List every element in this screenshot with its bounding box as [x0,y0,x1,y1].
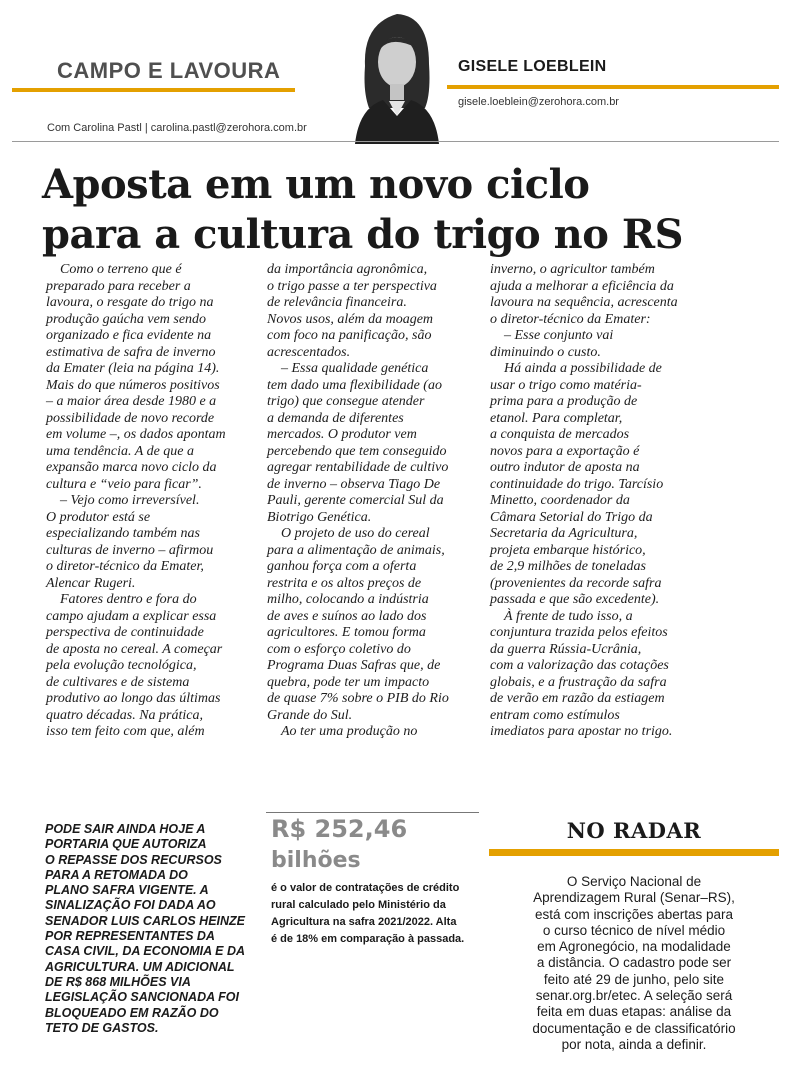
columnist-portrait [349,4,445,144]
article-line: Fatores dentro e fora do [60,592,197,607]
article-line: Minetto, coordenador da [490,493,630,508]
article-line: Biotrigo Genética. [267,509,372,525]
section-rule [12,88,295,92]
author-email-link[interactable]: gisele.loeblein@zerohora.com.br [458,96,619,108]
caps-note-line: PODE SAIR AINDA HOJE A [45,822,206,836]
article-line: Há ainda a possibilidade de [504,361,662,376]
article-line: cultura e “veio para ficar”. [46,476,202,492]
figure-caption-line: rural calculado pelo Ministério da [271,899,446,911]
figure-caption-line: é de 18% em comparação à passada. [271,933,465,945]
radar-line: feita em duas etapas: análise da [536,1004,732,1020]
article-line: o trigo passe a ter perspectiva [267,278,437,294]
radar-line: em Agronegócio, na modalidade [537,939,731,955]
caps-note-line: SENADOR LUIS CARLOS HEINZE [45,913,246,928]
article-line: diminuindo o custo. [490,344,601,360]
caps-note-line: DE R$ 868 MILHÕES VIA [45,974,191,989]
article-line: pela evolução tecnológica, [46,658,197,673]
figure-caption-line: é o valor de contratações de crédito [271,882,460,894]
caps-note-line: PLANO SAFRA VIGENTE. A [45,883,209,898]
article-column-1 [46,262,264,741]
article-line: O produtor está se [46,509,151,525]
caps-note-line: AGRICULTURA. UM ADICIONAL [45,959,235,974]
article-line: com a valorização das cotações [490,658,669,673]
collaborator-credit: Com Carolina Pastl | carolina.pastl@zerohora.com.br [47,122,307,134]
radar-line: está com inscrições abertas para [534,906,734,922]
figure-caption-line: Agricultura na safra 2021/2022. Alta [271,916,457,928]
article-line: Como o terreno que é [60,262,182,277]
radar-line: o curso técnico de nível médio [542,922,726,938]
article-line: tem dado uma flexibilidade (ao [267,377,442,393]
caps-note-line: TETO DE GASTOS. [45,1020,159,1035]
article-line: de verão em razão da estiagem [490,691,665,706]
article-line: acrescentados. [267,344,351,360]
article-line: especializando também nas [46,526,200,541]
figure-caption [271,880,483,948]
radar-line: documentação e de classificatório [532,1020,736,1036]
article-line: de aposta no cereal. A começar [46,641,223,657]
radar-line: feito até 29 de junho, pelo site [543,971,725,987]
article-line: lavoura, o resgate do trigo na [46,295,214,310]
article-line: com foco na panificação, são [267,328,432,343]
article-line: a conquista de mercados [490,427,630,442]
article-line: perspectiva de continuidade [46,625,204,640]
article-line: culturas de inverno – afirmou [46,542,214,558]
caps-note-line: CASA CIVIL, DA ECONOMIA E DA [45,944,246,959]
caps-note-line: PARA A RETOMADA DO [45,867,188,882]
article-line: trigo) que consegue atender [267,394,425,409]
author-name: GISELE LOEBLEIN [458,58,607,75]
article-line: imediatos para apostar no trigo. [490,724,673,739]
article-line: da importância agronômica, [267,262,428,277]
caps-note-line: SINALIZAÇÃO FOI DADA AO [45,898,216,913]
article-line: lavoura na sequência, acrescenta [490,295,678,310]
radar-line: por nota, ainda a definir. [561,1036,707,1052]
article-line: (provenientes da recorde safra [490,575,662,591]
article-line: Mais do que números positivos [46,377,220,393]
article-line: percebendo que tem conseguido [267,443,447,459]
article-line: uma tendência. A de que a [46,443,195,459]
article-line: para a alimentação de animais, [267,542,445,558]
article-line: ganhou força com a oferta [267,559,417,574]
article-column-2 [267,262,487,741]
article-line: da Emater (leia na página 14). [46,361,220,376]
article-line: em volume –, os dados apontam [46,427,226,442]
article-line: Pauli, gerente comercial Sul da [267,493,444,508]
figure-value: R$ 252,46 [271,815,408,843]
article-line: O projeto de uso do cereal [281,526,430,541]
article-line: projeta embarque histórico, [490,542,646,558]
article-column-3 [490,262,715,741]
article-line: de inverno – observa Tiago De [267,476,441,492]
article-line: Secretaria da Agricultura, [490,526,638,541]
caps-note-line: LEGISLAÇÃO SANCIONADA FOI [45,990,239,1005]
article-line: possibilidade de novo recorde [46,410,215,426]
article-line: com o esforço coletivo do [267,641,411,657]
article-line: campo ajudam a explicar essa [46,608,217,624]
article-line: preparado para receber a [46,278,191,294]
radar-title: NO RADAR [566,818,702,843]
article-line: agricultores. E tomou forma [267,625,426,640]
radar-line: a distância. O cadastro pode ser [536,955,732,971]
article-line: passada e que são excedente). [490,592,660,607]
article-line: usar o trigo como matéria- [490,377,642,393]
header-divider [12,141,779,142]
radar-rule [489,849,779,856]
article-line: – Essa qualidade genética [281,361,429,376]
radar-line: Aprendizagem Rural (Senar–RS), [533,890,735,906]
radar-line: O Serviço Nacional de [566,874,702,889]
caps-note [45,822,265,1036]
article-line: etanol. Para completar, [490,410,623,426]
article-line: de aves e suínos ao lado dos [267,608,427,624]
figure-unit: bilhões [271,848,361,873]
article-line: outro indutor de aposta na [490,460,640,475]
article-line: novos para a exportação é [490,443,640,459]
article-line: organizado e fica evidente na [46,328,212,343]
article-line: o diretor-técnico da Emater, [46,559,204,574]
section-title: CAMPO E LAVOURA [57,58,281,83]
caps-note-line: POR REPRESENTANTES DA [45,929,215,944]
article-line: entram como estímulos [490,707,620,723]
article-line: de quase 7% sobre o PIB do Rio [267,691,449,706]
article-line: de 2,9 milhões de toneladas [490,559,646,574]
article-line: de relevância financeira. [267,295,407,310]
article-line: inverno, o agricultor também [490,262,655,277]
article-line: ajuda a melhorar a eficiência da [490,278,674,294]
headline-line: Aposta em um novo ciclo [42,161,590,208]
article-line: de cultivares e de sistema [46,674,190,690]
article-line: produção gaúcha vem sendo [46,311,207,327]
article-line: produtivo ao longo das últimas [46,691,221,706]
headline-line: para a cultura do trigo no RS [42,211,683,258]
article-line: Alencar Rugeri. [46,575,136,591]
article-line: Câmara Setorial do Trigo da [490,509,653,525]
article-line: milho, colocando a indústria [267,592,429,607]
article-line: – Esse conjunto vai [504,328,614,343]
article-line: À frente de tudo isso, a [504,608,633,624]
article-line: a demanda de diferentes [267,410,404,426]
article-line: quebra, pode ter um impacto [267,674,430,690]
article-line: restrita e os altos preços de [267,575,422,591]
figure-rule [266,812,479,813]
caps-note-line: BLOQUEADO EM RAZÃO DO [45,1005,219,1020]
article-line: Programa Duas Safras que, de [267,658,441,673]
article-line: – a maior área desde 1980 e a [46,394,217,409]
article-line: quatro décadas. Na prática, [46,707,203,723]
article-line: globais, e a frustração da safra [490,674,667,690]
article-line: isso tem feito com que, além [46,724,205,739]
article-line: estimativa de safra de inverno [46,344,216,360]
article-line: o diretor-técnico da Emater: [490,311,651,327]
radar-line: senar.org.br/etec. A seleção será [535,988,733,1004]
article-line: expansão marca novo ciclo da [46,460,217,475]
article-line: – Vejo como irreversível. [60,493,200,508]
article-line: Ao ter uma produção no [281,724,418,739]
article-line: prima para a produção de [490,394,638,409]
article-line: Grande do Sul. [267,707,353,723]
article-line: continuidade do trigo. Tarcísio [490,476,664,492]
article-line: conjuntura trazida pelos efeitos [490,625,668,640]
headline [42,160,777,260]
article-line: Novos usos, além da moagem [267,311,434,327]
author-rule [447,85,779,89]
article-line: mercados. O produtor vem [267,427,417,442]
radar-body [489,874,779,1053]
article-line: da guerra Rússia-Ucrânia, [490,641,642,657]
article-line: agregar rentabilidade de cultivo [267,460,449,475]
caps-note-line: PORTARIA QUE AUTORIZA [45,837,207,852]
caps-note-line: O REPASSE DOS RECURSOS [45,852,222,867]
